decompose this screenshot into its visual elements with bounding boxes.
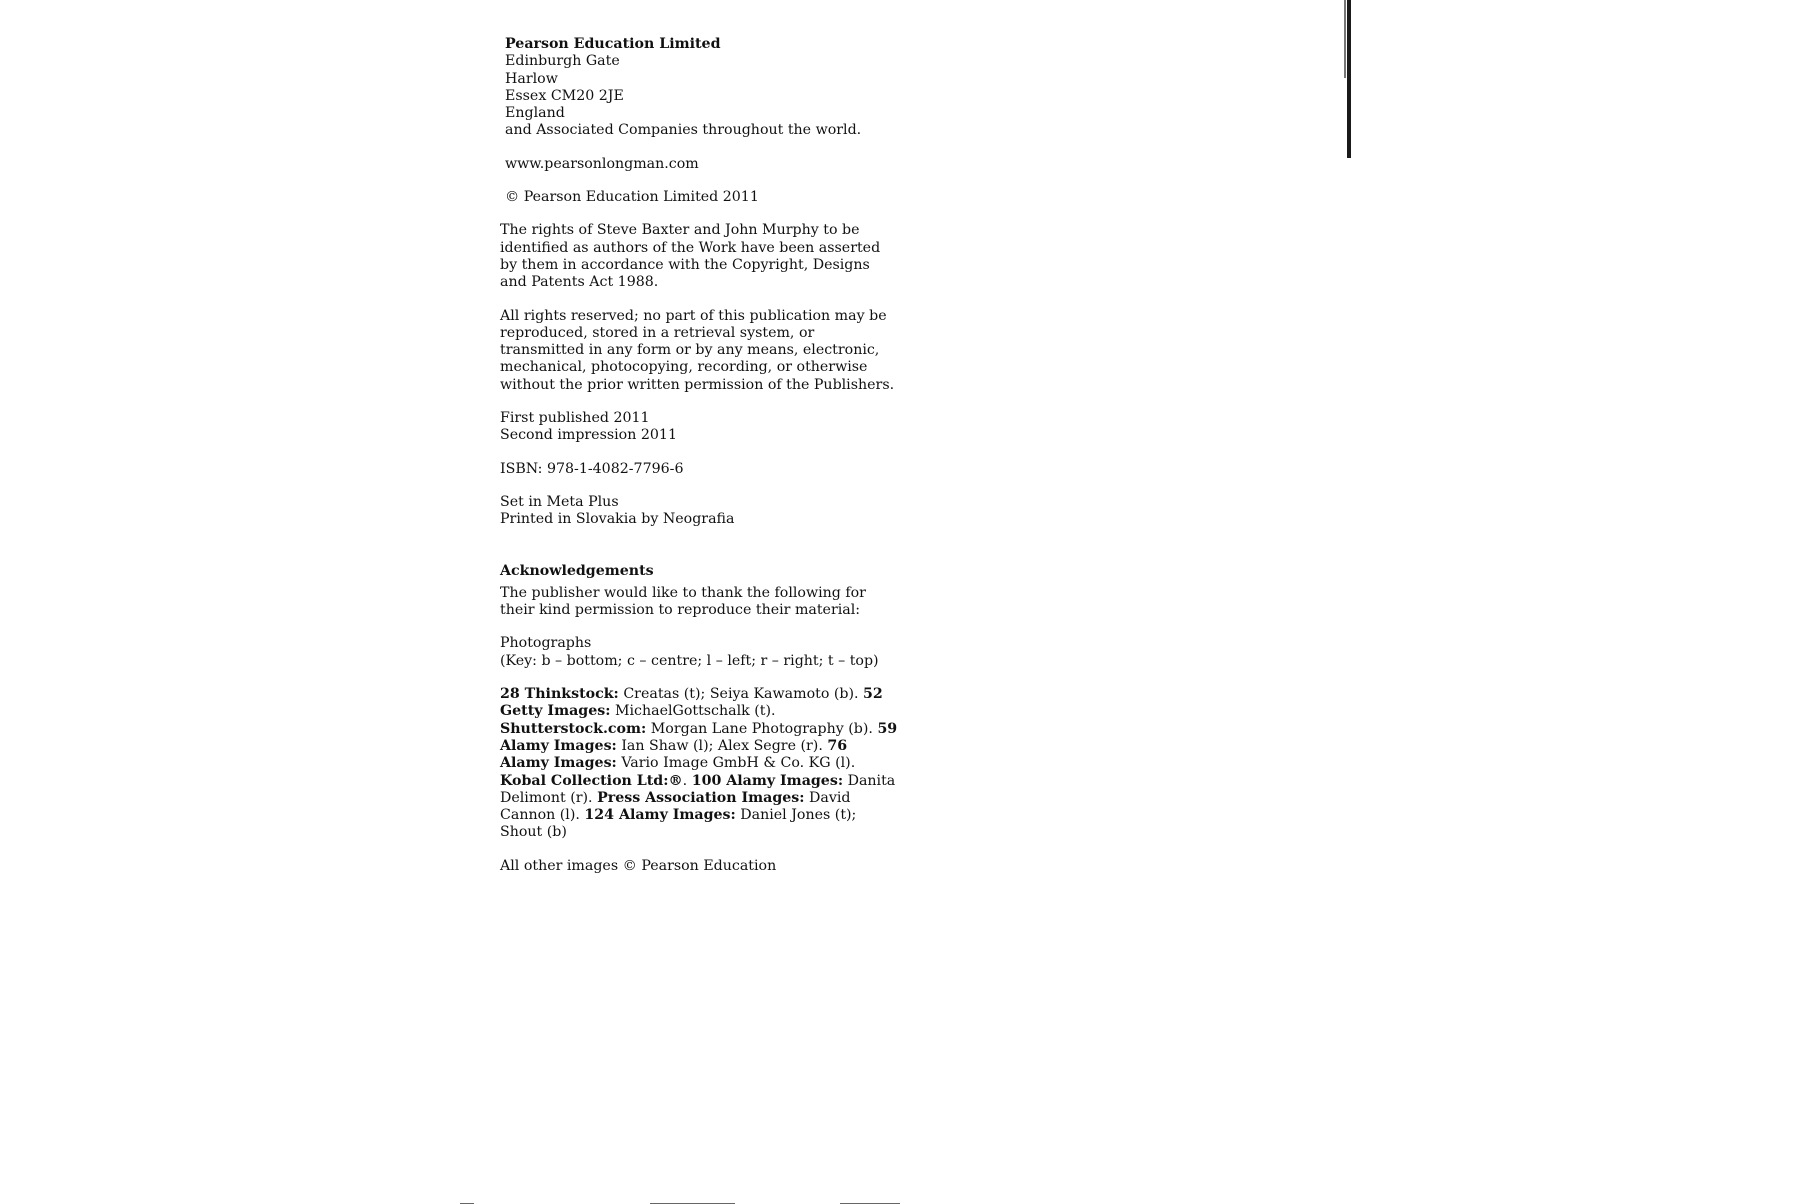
credit-source: 52 Getty Images: [500, 686, 883, 720]
credit-detail: Morgan Lane Photography (b). [646, 720, 878, 737]
credit-detail: . [682, 772, 692, 789]
credit-detail: Danita Delimont (r). [500, 772, 896, 806]
credit-source: 59 Alamy Images: [500, 720, 898, 754]
publisher-website: www.pearsonlongman.com [505, 155, 699, 172]
first-published: First published 2011 [500, 410, 650, 427]
credit-source: 124 Alamy Images: [584, 807, 736, 824]
credit-detail: Ian Shaw (l); Alex Segre (r). [616, 737, 828, 754]
credit-source: 76 Alamy Images: [500, 737, 848, 772]
address-line: England [505, 105, 565, 122]
printer-note: Printed in Slovakia by Neografia [500, 511, 735, 528]
credit-detail: David Cannon (l). [500, 789, 851, 824]
address-line: Harlow [505, 70, 558, 87]
photographs-label: Photographs [500, 635, 592, 652]
all-rights-reserved: All rights reserved; no part of this publication may be reproduced, stored in a retrieval system, or transmitted in any form or by any means, electronic, mechanical, photocopying, recording, or otherwise without the prior written permission of the Publishers. [500, 307, 895, 393]
credit-detail: Daniel Jones (t); Shout (b) [500, 807, 857, 841]
credit-detail: Creatas (t); Seiya Kawamoto (b). [618, 686, 864, 703]
isbn: ISBN: 978-1-4082-7796-6 [500, 460, 684, 477]
credit-detail: Vario Image GmbH & Co. KG (l). [616, 755, 856, 772]
typeface-note: Set in Meta Plus [500, 493, 619, 510]
acknowledgements-heading: Acknowledgements [500, 562, 654, 579]
imprint-column [500, 36, 900, 875]
address-line: Essex CM20 2JE [505, 87, 624, 104]
credit-source: Shutterstock.com: [500, 720, 647, 737]
position-key: (Key: b – bottom; c – centre; l – left; r – right; t – top) [500, 652, 879, 669]
photo-credits [500, 686, 900, 842]
authors-rights-statement: The rights of Steve Baxter and John Murphy to be identified as authors of the Work have been asserted by them in accordance with the Copyright, Designs and Patents Act 1988. [500, 222, 881, 291]
impression: Second impression 2011 [500, 427, 677, 444]
credit-source: 100 Alamy Images: [691, 772, 844, 789]
scan-edge-mark [1347, 0, 1351, 158]
copyright-notice: © Pearson Education Limited 2011 [505, 189, 759, 206]
publisher-name: Pearson Education Limited [505, 36, 721, 52]
credit-source: 28 Thinkstock: [500, 686, 619, 703]
scan-edge-shadow [1344, 0, 1346, 78]
credit-detail: MichaelGottschalk (t). [610, 703, 776, 720]
address-line: and Associated Companies throughout the world. [505, 122, 862, 139]
credit-source: Press Association Images: [597, 789, 805, 806]
acknowledgements-intro: The publisher would like to thank the following for their kind permission to reproduce their material: [500, 584, 866, 619]
address-line: Edinburgh Gate [505, 53, 620, 70]
other-images-credit: All other images © Pearson Education [500, 857, 777, 874]
publisher-address [500, 36, 900, 140]
credit-source: Kobal Collection Ltd:® [500, 772, 683, 789]
